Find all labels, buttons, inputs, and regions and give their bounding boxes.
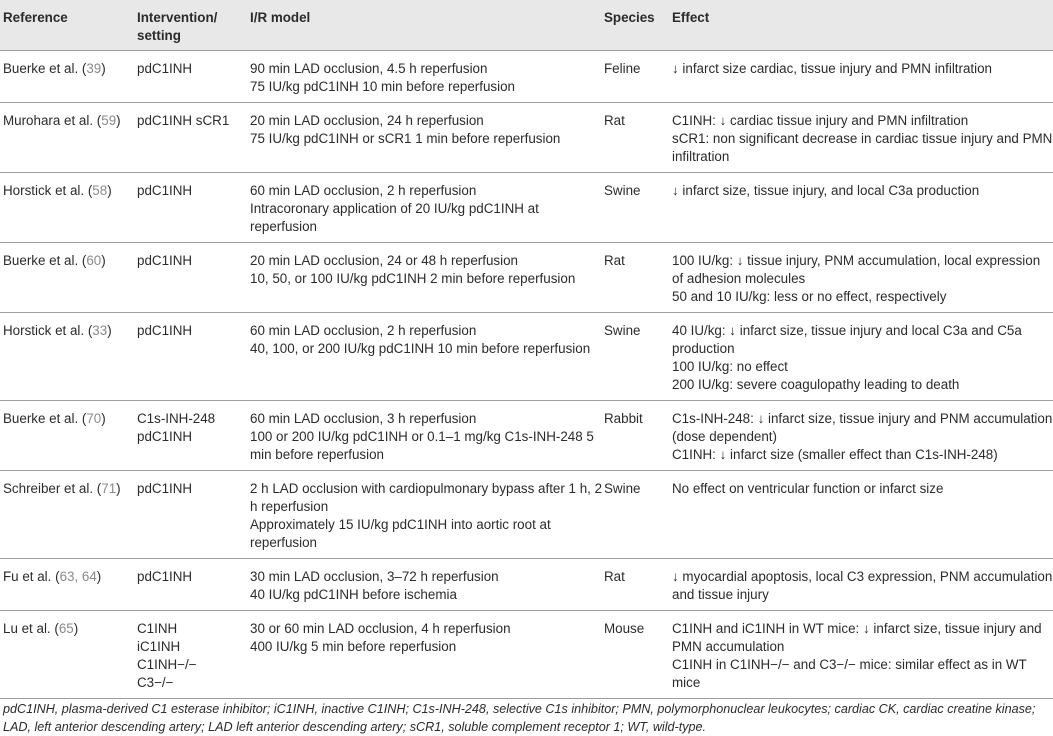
cell-reference <box>0 51 137 103</box>
reference-author: Schreiber et al. ( <box>3 481 102 496</box>
cell-intervention <box>137 471 250 559</box>
cell-ir-model <box>250 559 604 611</box>
effect-line: C1INH: ↓ cardiac tissue injury and PMN infiltration <box>672 113 969 128</box>
ir-model-line: Approximately 15 IU/kg pdC1INH into aortic root at reperfusion <box>250 517 551 550</box>
cell-ir-model <box>250 611 604 699</box>
reference-author: Buerke et al. ( <box>3 411 87 426</box>
cell-species: Rat <box>604 103 672 173</box>
header-intervention: Intervention/ setting <box>137 0 250 51</box>
reference-citation-link[interactable]: 70 <box>86 411 102 426</box>
ir-model-line: 40, 100, or 200 IU/kg pdC1INH 10 min before reperfusion <box>250 341 591 356</box>
ir-model-line: Intracoronary application of 20 IU/kg pdC1INH at reperfusion <box>250 201 539 234</box>
ir-model-line: 60 min LAD occlusion, 2 h reperfusion <box>250 323 477 338</box>
header-row <box>0 0 1053 51</box>
cell-effect <box>672 243 1053 313</box>
reference-close-paren: ) <box>107 183 112 198</box>
cell-reference <box>0 471 137 559</box>
reference-citation-link[interactable]: 60 <box>86 253 102 268</box>
table-footnote: pdC1INH, plasma-derived C1 esterase inhibitor; iC1INH, inactive C1INH; C1s-INH-248, selective C1s inhibitor; PMN, polymorphonuclear leukocytes; cardiac CK, cardiac creatine kinase; LAD, left anterior descending artery; LAD left anterior descending artery; sCR1, soluble complement receptor 1; WT, wild-type. <box>3 702 1036 734</box>
cell-effect <box>672 103 1053 173</box>
reference-author: Buerke et al. ( <box>3 61 87 76</box>
ir-model-line: 90 min LAD occlusion, 4.5 h reperfusion <box>250 61 488 76</box>
cell-effect <box>672 559 1053 611</box>
cell-intervention <box>137 401 250 471</box>
effect-line: ↓ infarct size, tissue injury, and local C3a production <box>672 183 980 198</box>
reference-citation-link[interactable]: 65 <box>58 621 74 636</box>
reference-author: Murohara et al. ( <box>3 113 102 128</box>
effect-line: 100 IU/kg: no effect <box>672 359 788 374</box>
cell-effect <box>672 51 1053 103</box>
cell-ir-model <box>250 103 604 173</box>
header-species: Species <box>604 0 672 51</box>
effect-line: 200 IU/kg: severe coagulopathy leading to death <box>672 377 960 392</box>
ir-model-line: 100 or 200 IU/kg pdC1INH or 0.1–1 mg/kg C1s-INH-248 5 min before reperfusion <box>250 429 594 462</box>
cell-ir-model <box>250 173 604 243</box>
effect-line: C1s-INH-248: ↓ infarct size, tissue injury and PNM accumulation (dose dependent) <box>672 411 1053 444</box>
cell-effect <box>672 611 1053 699</box>
effect-line: sCR1: non significant decrease in cardiac tissue injury and PMN infiltration <box>672 131 1053 164</box>
cell-intervention <box>137 313 250 401</box>
ir-model-line: 60 min LAD occlusion, 3 h reperfusion <box>250 411 477 426</box>
ir-model-line: 40 IU/kg pdC1INH before ischemia <box>250 587 457 602</box>
effect-line: C1INH in C1INH−/− and C3−/− mice: similar effect as in WT mice <box>672 657 1027 690</box>
ir-model-line: 2 h LAD occlusion with cardiopulmonary bypass after 1 h, 2 h reperfusion <box>250 481 603 514</box>
reference-citation-link[interactable]: 33 <box>92 323 108 338</box>
reference-citation-link[interactable]: 63, 64 <box>59 569 97 584</box>
cell-species: Swine <box>604 173 672 243</box>
ir-model-line: 30 or 60 min LAD occlusion, 4 h reperfusion <box>250 621 511 636</box>
cell-reference <box>0 173 137 243</box>
ir-model-line: 20 min LAD occlusion, 24 h reperfusion <box>250 113 484 128</box>
reference-author: Horstick et al. ( <box>3 183 93 198</box>
cell-intervention <box>137 243 250 313</box>
table-row <box>0 401 1053 471</box>
cell-ir-model <box>250 51 604 103</box>
table-header <box>0 0 1053 51</box>
intervention-line: pdC1INH <box>137 569 193 584</box>
effect-line: No effect on ventricular function or infarct size <box>672 481 944 496</box>
cell-species: Rat <box>604 243 672 313</box>
effect-line: ↓ myocardial apoptosis, local C3 expression, PNM accumulation and tissue injury <box>672 569 1053 602</box>
ir-model-line: 30 min LAD occlusion, 3–72 h reperfusion <box>250 569 499 584</box>
effect-line: 50 and 10 IU/kg: less or no effect, respectively <box>672 289 947 304</box>
table-row <box>0 611 1053 699</box>
cell-species: Swine <box>604 313 672 401</box>
table-row <box>0 173 1053 243</box>
table-row <box>0 51 1053 103</box>
header-reference: Reference <box>0 0 137 51</box>
cell-ir-model <box>250 401 604 471</box>
cell-species: Mouse <box>604 611 672 699</box>
reference-author: Horstick et al. ( <box>3 323 93 338</box>
effect-line: 100 IU/kg: ↓ tissue injury, PNM accumulation, local expression of adhesion molecules <box>672 253 1041 286</box>
ir-model-line: 400 IU/kg 5 min before reperfusion <box>250 639 457 654</box>
cell-ir-model <box>250 313 604 401</box>
reference-citation-link[interactable]: 71 <box>101 481 117 496</box>
header-ir-model: I/R model <box>250 0 604 51</box>
intervention-line: C1s-INH-248 <box>137 411 216 426</box>
cell-effect <box>672 401 1053 471</box>
reference-close-paren: ) <box>101 411 106 426</box>
ir-model-line: 60 min LAD occlusion, 2 h reperfusion <box>250 183 477 198</box>
cell-intervention <box>137 103 250 173</box>
cell-reference <box>0 243 137 313</box>
reference-close-paren: ) <box>73 621 79 636</box>
intervention-line: pdC1INH <box>137 481 193 496</box>
intervention-line: iC1INH <box>137 639 181 654</box>
table-row <box>0 243 1053 313</box>
intervention-line: pdC1INH <box>137 183 193 198</box>
ir-model-line: 75 IU/kg pdC1INH 10 min before reperfusion <box>250 79 515 94</box>
intervention-line: pdC1INH sCR1 <box>137 113 230 128</box>
cell-reference <box>0 611 137 699</box>
effect-line: C1INH: ↓ infarct size (smaller effect than C1s-INH-248) <box>672 447 998 462</box>
cell-ir-model <box>250 471 604 559</box>
cell-species: Rabbit <box>604 401 672 471</box>
reference-close-paren: ) <box>116 481 121 496</box>
cell-effect <box>672 173 1053 243</box>
cell-effect <box>672 471 1053 559</box>
reference-close-paren: ) <box>116 113 121 128</box>
cell-reference <box>0 313 137 401</box>
reference-author: Lu et al. ( <box>3 621 59 636</box>
reference-close-paren: ) <box>101 253 106 268</box>
cell-ir-model <box>250 243 604 313</box>
reference-close-paren: ) <box>107 323 112 338</box>
cell-reference <box>0 559 137 611</box>
cell-intervention <box>137 559 250 611</box>
ir-model-line: 20 min LAD occlusion, 24 or 48 h reperfusion <box>250 253 518 268</box>
effect-line: C1INH and iC1INH in WT mice: ↓ infarct size, tissue injury and PMN accumulation <box>672 621 1042 654</box>
intervention-line: C1INH <box>137 621 178 636</box>
intervention-line: pdC1INH <box>137 61 193 76</box>
reference-citation-link[interactable]: 59 <box>101 113 117 128</box>
table-row <box>0 559 1053 611</box>
reference-author: Buerke et al. ( <box>3 253 87 268</box>
reference-citation-link[interactable]: 39 <box>86 61 102 76</box>
reference-close-paren: ) <box>101 61 106 76</box>
cell-species: Rat <box>604 559 672 611</box>
intervention-line: pdC1INH <box>137 429 193 444</box>
effect-line: 40 IU/kg: ↓ infarct size, tissue injury and local C3a and C5a production <box>672 323 1022 356</box>
ir-model-line: 75 IU/kg pdC1INH or sCR1 1 min before reperfusion <box>250 131 561 146</box>
reference-author: Fu et al. ( <box>3 569 60 584</box>
intervention-line: C3−/− <box>137 675 174 690</box>
intervention-line: C1INH−/− <box>137 657 197 672</box>
ir-model-line: 10, 50, or 100 IU/kg pdC1INH 2 min before reperfusion <box>250 271 576 286</box>
cell-species: Feline <box>604 51 672 103</box>
table-row <box>0 471 1053 559</box>
cell-intervention <box>137 611 250 699</box>
cell-reference <box>0 103 137 173</box>
table-body <box>0 51 1053 699</box>
intervention-line: pdC1INH <box>137 253 193 268</box>
table-row <box>0 313 1053 401</box>
cell-intervention <box>137 51 250 103</box>
intervention-line: pdC1INH <box>137 323 193 338</box>
table-row <box>0 103 1053 173</box>
cell-effect <box>672 313 1053 401</box>
reference-citation-link[interactable]: 58 <box>92 183 108 198</box>
cell-intervention <box>137 173 250 243</box>
cell-reference <box>0 401 137 471</box>
header-effect: Effect <box>672 0 1053 51</box>
effect-line: ↓ infarct size cardiac, tissue injury and PMN infiltration <box>672 61 993 76</box>
reference-close-paren: ) <box>96 569 102 584</box>
cell-species: Swine <box>604 471 672 559</box>
